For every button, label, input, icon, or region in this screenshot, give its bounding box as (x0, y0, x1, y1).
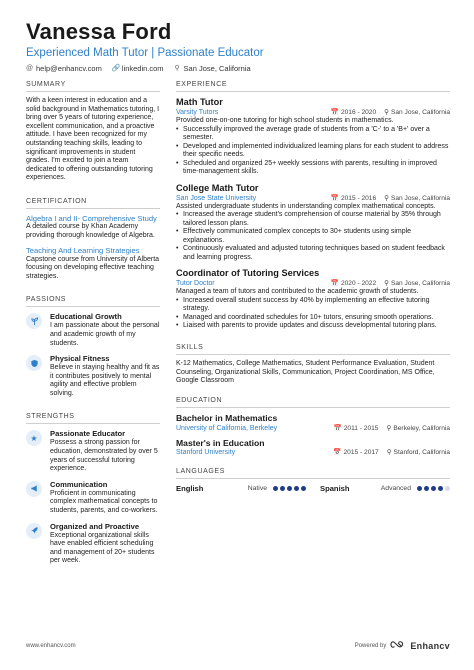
brand-name: Enhancv (410, 640, 450, 651)
proficiency-dot-empty (445, 486, 450, 491)
proficiency-dots (417, 486, 450, 491)
job-intro: Managed a team of tutors and contributed to the academic growth of students. (176, 288, 419, 296)
job-title: Math Tutor (176, 97, 223, 107)
strength-desc: Exceptional organizational skills have enabled efficient scheduling and management of 20+ students per week. (50, 531, 155, 565)
edu-location: Berkeley, California (393, 424, 450, 432)
email-text: help@enhancv.com (36, 64, 102, 73)
job-location: San Jose, California (390, 280, 450, 288)
location-pin-icon: ⚲ (174, 65, 180, 72)
job-title: Coordinator of Tutoring Services (176, 268, 320, 279)
proficiency-dot-filled (424, 486, 429, 491)
candidate-name: Vanessa Ford (26, 19, 172, 44)
job-title: College Math Tutor (176, 182, 259, 193)
location-text: San Jose, California (183, 64, 251, 73)
edu-dates: 2015 - 2017 (343, 449, 379, 457)
resume-footer (26, 640, 450, 651)
education-heading: EDUCATION (176, 396, 450, 408)
proficiency-dots (273, 486, 306, 491)
calendar-icon: 📅 (330, 109, 339, 116)
proficiency-dot-filled (431, 486, 436, 491)
job-dates: 2015 - 2016 (340, 194, 377, 202)
passion-item (26, 354, 160, 398)
job-location: San Jose, California (390, 194, 450, 202)
contact-location (174, 64, 251, 73)
sprout-icon (26, 313, 42, 329)
location-pin-icon: ⚲ (384, 194, 389, 202)
job-intro: Assisted undergraduate students in understanding complex mathematical concepts. (176, 202, 436, 210)
school-name: Stanford University (176, 449, 236, 457)
job-dates: 2020 - 2022 (340, 280, 377, 288)
skills-text: K-12 Mathematics, College Mathematics, Student Performance Evaluation, Student Counseling, Organizational Skills, Communication, Project Coordination, MS Office, Google Classroom (176, 359, 435, 385)
strength-desc: Proficient in communicating complex mathematical concepts to students, parents, and co-workers. (50, 489, 158, 515)
contact-email[interactable] (26, 64, 102, 73)
job-dates: 2016 - 2020 (340, 109, 377, 116)
shield-icon (26, 355, 42, 371)
bullet-item: • Effectively communicated complex concepts to 30+ students using simple explanations. (176, 228, 450, 245)
proficiency-dot-filled (294, 486, 299, 491)
calendar-icon: 📅 (330, 194, 339, 202)
rocket-icon (26, 523, 42, 539)
strength-title: Organized and Proactive (50, 521, 140, 531)
location-pin-icon: ⚲ (386, 449, 392, 457)
cert-title: Algebra I and II- Comprehensive Study (26, 213, 157, 223)
company-name: San Jose State University (176, 194, 257, 202)
cert-desc: A detailed course by Khan Academy providing thorough knowledge of Algebra. (26, 223, 155, 239)
job-location: San Jose, California (390, 109, 450, 116)
job-intro: Provided one-on-one tutoring for high school students in mathematics. (176, 117, 394, 124)
link-icon: 🔗 (111, 65, 121, 72)
left-column (26, 80, 160, 572)
cert-item (26, 246, 160, 281)
company-name: Varsity Tutors (176, 109, 219, 116)
summary-text: With a keen interest in education and a solid background in Mathematics tutoring, I bring over 5 years of tutoring experience, excellent communication, and a proactive attitude. I have been recognized for my outstanding teaching skills, leading to significant improvements in student grades. I'm excited to join a team dedicated to offering outstanding tutoring experiences. (26, 97, 160, 182)
certification-heading: CERTIFICATION (26, 197, 160, 209)
job-bullets (176, 297, 450, 331)
passion-title: Educational Growth (50, 312, 122, 322)
proficiency-dot-filled (280, 486, 285, 491)
strength-desc: Possess a strong passion for education, demonstrated by over 5 years of successful tutoring experience. (50, 439, 158, 473)
candidate-title: Experienced Math Tutor | Passionate Educator (26, 47, 264, 59)
job-bullets (176, 211, 450, 262)
job-entry (176, 183, 450, 263)
job-entry (176, 268, 450, 331)
location-pin-icon: ⚲ (384, 280, 389, 288)
bullet-item: • Increased the average student's comprehension of course material by 35% through tailored lesson plans. (176, 211, 450, 228)
edu-location: Stanford, California (393, 449, 450, 457)
strength-item (26, 522, 160, 566)
summary-heading: SUMMARY (26, 80, 160, 92)
megaphone-icon (26, 481, 42, 497)
experience-heading: EXPERIENCE (176, 80, 450, 92)
cert-title: Teaching And Learning Strategies (26, 246, 140, 256)
proficiency-dot-filled (287, 486, 292, 491)
passion-item (26, 312, 160, 348)
job-entry (176, 97, 450, 177)
degree-title: Bachelor in Mathematics (176, 413, 278, 424)
right-column (176, 80, 450, 493)
bullet-item: • Increased overall student success by 40% by implementing an effective tutoring strategy. (176, 297, 450, 314)
enhancv-logo-icon (390, 640, 406, 651)
passion-desc: I am passionate about the personal and academic growth of my students. (50, 322, 160, 347)
proficiency-dot-filled (301, 486, 306, 491)
school-name: University of California, Berkeley (176, 424, 278, 432)
strength-item (26, 429, 160, 473)
proficiency-dot-filled (417, 486, 422, 491)
location-pin-icon: ⚲ (386, 424, 392, 432)
education-entry (176, 438, 450, 458)
powered-by-label: Powered by (354, 642, 387, 649)
calendar-icon: 📅 (330, 280, 339, 288)
cert-item (26, 214, 160, 240)
job-bullets (176, 126, 450, 177)
languages-heading: LANGUAGES (176, 467, 450, 479)
brand-block (355, 640, 450, 651)
skills-heading: SKILLS (176, 343, 450, 355)
language-level: Advanced (380, 485, 411, 493)
language-item (320, 484, 450, 493)
linkedin-text: linkedin.com (121, 64, 164, 73)
bullet-item: • Managed and coordinated schedules for 10+ tutors, ensuring smooth operations. (176, 314, 450, 323)
edu-dates: 2011 - 2015 (343, 424, 379, 432)
strengths-heading: STRENGTHS (26, 412, 160, 424)
calendar-icon: 📅 (333, 449, 342, 457)
language-item (176, 484, 306, 493)
bullet-item: • Liaised with parents to provide updates and discuss developmental tutoring plans. (176, 322, 450, 331)
contact-linkedin[interactable] (112, 64, 164, 73)
strength-title: Passionate Educator (50, 429, 126, 439)
footer-website[interactable]: www.enhancv.com (26, 642, 76, 649)
bullet-item: • Scheduled and organized 25+ weekly sessions with parents, resulting in improved time-management skills. (176, 160, 450, 177)
star-icon: ★ (26, 430, 42, 446)
strength-title: Communication (50, 479, 108, 489)
languages-row (176, 484, 450, 493)
contact-bar (26, 64, 456, 73)
cert-desc: Capstone course from University of Alberta focusing on developing effective teaching strategies. (26, 255, 160, 280)
proficiency-dot-filled (438, 486, 443, 491)
bullet-item: • Developed and implemented individualized learning plans for each student to address their specific needs. (176, 143, 450, 160)
bullet-item: • Continuously evaluated and adjusted tutoring techniques based on student feedback and learning progress. (176, 245, 450, 262)
at-icon: @ (26, 65, 34, 72)
language-name: Spanish (320, 484, 350, 494)
passion-title: Physical Fitness (50, 354, 110, 364)
passions-heading: PASSIONS (26, 295, 160, 307)
language-level: Native (247, 485, 267, 493)
strength-item (26, 480, 160, 516)
bullet-item: • Successfully improved the average grade of students from a 'C-' to a 'B+' over a semester. (176, 126, 450, 143)
language-name: English (176, 484, 204, 494)
proficiency-dot-filled (273, 486, 278, 491)
degree-title: Master's in Education (176, 437, 265, 448)
calendar-icon: 📅 (333, 424, 342, 432)
location-pin-icon: ⚲ (384, 109, 389, 116)
resume-header (26, 20, 456, 73)
passion-desc: Believe in staying healthy and fit as it contributes positively to mental agility and effective problem solving. (50, 364, 160, 397)
company-name: Tutor Doctor (176, 280, 215, 288)
education-entry (176, 413, 450, 433)
